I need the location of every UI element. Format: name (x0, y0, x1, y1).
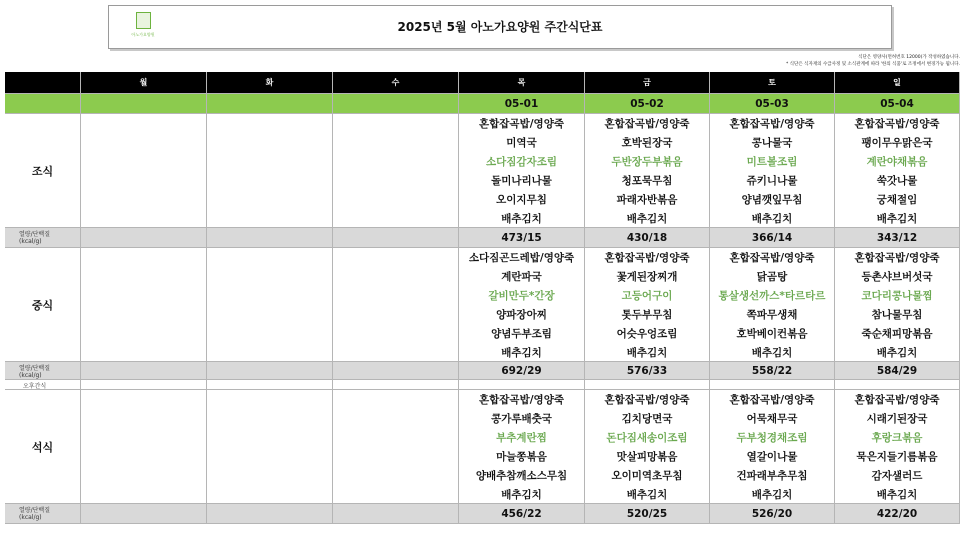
kcal-label-line: (kcal/g) (19, 238, 42, 245)
menu-item: 혼합잡곡밥/영양죽 (729, 252, 815, 264)
day-header: 화 (207, 72, 333, 94)
menu-item: 배추김치 (876, 489, 918, 501)
day-header: 일 (835, 72, 960, 94)
breakfast-kcal-value: 366/14 (710, 228, 835, 248)
snack-cell (81, 380, 207, 390)
menu-item: 열갈이나물 (746, 451, 798, 463)
corner-cell (5, 72, 81, 94)
lunch-kcal-value: 576/33 (585, 362, 710, 380)
dinner-kcal-value: 520/25 (585, 504, 710, 524)
lunch-menu-cell (333, 248, 459, 362)
day-header: 금 (585, 72, 710, 94)
breakfast-kcal-value (81, 228, 207, 248)
dinner-menu-cell (207, 390, 333, 504)
menu-item: 미트볼조림 (746, 156, 798, 168)
lunch-menu-cell (81, 248, 207, 362)
lunch-kcal-label (5, 362, 81, 380)
breakfast-kcal-value (207, 228, 333, 248)
snack-cell (710, 380, 835, 390)
snack-cell (207, 380, 333, 390)
snack-cell (585, 380, 710, 390)
menu-item: 배추김치 (876, 213, 918, 225)
breakfast-kcal-value: 430/18 (585, 228, 710, 248)
breakfast-kcal-value: 343/12 (835, 228, 960, 248)
menu-item: 혼합잡곡밥/영양죽 (604, 252, 690, 264)
lunch-kcal-value: 692/29 (459, 362, 585, 380)
menu-item: 배추김치 (751, 489, 793, 501)
dinner-menu-cell (710, 390, 835, 504)
menu-item: 쑥갓나물 (876, 175, 918, 187)
lunch-menu-cell (459, 248, 585, 362)
menu-item: 어묵채무국 (746, 413, 798, 425)
menu-item: 배추김치 (501, 213, 542, 225)
menu-item: 혼합잡곡밥/영양죽 (729, 394, 815, 406)
menu-item: 콩나물국 (751, 137, 793, 149)
day-header: 토 (710, 72, 835, 94)
lunch-kcal-value: 584/29 (835, 362, 960, 380)
date-header: 05-04 (835, 94, 960, 114)
menu-item: 배추김치 (876, 347, 918, 359)
date-header: 05-02 (585, 94, 710, 114)
menu-item: 혼합잡곡밥/영양죽 (604, 394, 690, 406)
menu-item: 두반장두부볶음 (611, 156, 683, 168)
menu-item: 혼합잡곡밥/영양죽 (479, 394, 564, 406)
menu-item: 마늘쫑볶음 (496, 451, 547, 463)
menu-item: 파래자반볶음 (616, 194, 678, 206)
dinner-kcal-value (333, 504, 459, 524)
notes (786, 54, 960, 68)
menu-item: 배추김치 (751, 347, 793, 359)
menu-item: 후랑크볶음 (871, 432, 923, 444)
date-header (207, 94, 333, 114)
note-1: 식단은 영양사(면허번호 12000)가 작성하였습니다. (858, 55, 960, 60)
menu-item: 미역국 (506, 137, 537, 149)
dinner-menu-cell (835, 390, 960, 504)
lunch-menu-cell (207, 248, 333, 362)
dinner-menu-cell (585, 390, 710, 504)
menu-item: 죽순채피망볶음 (861, 328, 933, 340)
date-header (81, 94, 207, 114)
menu-item: 팽이무우맑은국 (861, 137, 933, 149)
snack-cell (835, 380, 960, 390)
menu-item: 닭곰탕 (756, 271, 788, 283)
menu-item: 콩가루배춧국 (491, 413, 552, 425)
menu-table (5, 72, 960, 540)
menu-item: 호박베이컨볶음 (736, 328, 808, 340)
menu-item: 톳두부무침 (621, 309, 673, 321)
menu-item: 어슷우엉조림 (616, 328, 678, 340)
breakfast-menu-cell (81, 114, 207, 228)
dinner-kcal-value (81, 504, 207, 524)
menu-item: 호박된장국 (621, 137, 673, 149)
dinner-menu-cell (459, 390, 585, 504)
day-header: 월 (81, 72, 207, 94)
menu-item: 두부청경채조림 (736, 432, 808, 444)
dinner-kcal-value (207, 504, 333, 524)
date-corner-cell (5, 94, 81, 114)
menu-item: 쪽파무생채 (746, 309, 798, 321)
lunch-kcal-value (207, 362, 333, 380)
menu-item: 소다짐곤드레밥/영양죽 (468, 252, 575, 264)
breakfast-kcal-label (5, 228, 81, 248)
dinner-menu-cell (333, 390, 459, 504)
breakfast-menu-cell (459, 114, 585, 228)
snack-label: 오후간식 (5, 380, 81, 390)
date-header: 05-03 (710, 94, 835, 114)
menu-item: 건파래부추무침 (736, 470, 808, 482)
date-header: 05-01 (459, 94, 585, 114)
menu-item: 소다짐감자조림 (485, 156, 557, 168)
menu-item: 양념깻잎무침 (741, 194, 803, 206)
kcal-label-line: 열량/단백질 (19, 365, 51, 372)
breakfast-kcal-value (333, 228, 459, 248)
breakfast-menu-cell (333, 114, 459, 228)
menu-item: 오이미역초무침 (611, 470, 683, 482)
menu-item: 돌미나리나물 (491, 175, 552, 187)
menu-item: 참나물무침 (871, 309, 923, 321)
kcal-label-line: 열량/단백질 (19, 507, 51, 514)
menu-item: 묵은지들기름볶음 (856, 451, 938, 463)
snack-cell (333, 380, 459, 390)
kcal-label-line: 열량/단백질 (19, 231, 51, 238)
menu-item: 계란파국 (501, 271, 542, 283)
lunch-menu-cell (585, 248, 710, 362)
menu-item: 혼합잡곡밥/영양죽 (854, 394, 940, 406)
menu-item: 배추김치 (501, 347, 542, 359)
menu-item: 꽃게된장찌개 (616, 271, 678, 283)
snack-cell (459, 380, 585, 390)
menu-item: 배추김치 (626, 213, 668, 225)
kcal-label-line: (kcal/g) (19, 514, 42, 521)
day-header: 목 (459, 72, 585, 94)
menu-item: 혼합잡곡밥/영양죽 (854, 118, 940, 130)
menu-item: 양념두부조림 (491, 328, 552, 340)
menu-item: 양파장아찌 (496, 309, 547, 321)
menu-item: 배추김치 (626, 347, 668, 359)
breakfast-menu-cell (835, 114, 960, 228)
menu-item: 등촌샤브버섯국 (861, 271, 933, 283)
dinner-kcal-value: 526/20 (710, 504, 835, 524)
menu-item: 양배추참깨소스무침 (475, 470, 568, 482)
menu-item: 혼합잡곡밥/영양죽 (854, 252, 940, 264)
menu-item: 쥬키니나물 (746, 175, 798, 187)
menu-item: 배추김치 (501, 489, 542, 501)
menu-item: 오이지무침 (496, 194, 547, 206)
menu-item: 궁채절임 (876, 194, 918, 206)
menu-item: 청포묵무침 (621, 175, 673, 187)
menu-item: 김치당면국 (621, 413, 673, 425)
dinner-label: 석식 (5, 390, 81, 504)
menu-item: 계란야채볶음 (866, 156, 928, 168)
lunch-kcal-value (333, 362, 459, 380)
menu-item: 부추계란찜 (496, 432, 547, 444)
menu-item: 혼합잡곡밥/영양죽 (604, 118, 690, 130)
menu-item: 혼합잡곡밥/영양죽 (479, 118, 564, 130)
logo-text: 아노가요양원 (131, 32, 155, 37)
dinner-kcal-label (5, 504, 81, 524)
note-2: * 식단은 식자재의 수급사정 및 소식관계에 따라 '한의 식품'로 조정에서 변경가능 됩니다. (785, 62, 960, 67)
menu-item: 돈다짐새송이조림 (606, 432, 688, 444)
lunch-label: 중식 (5, 248, 81, 362)
breakfast-label: 조식 (5, 114, 81, 228)
menu-item: 배추김치 (751, 213, 793, 225)
menu-item: 맛살피망볶음 (616, 451, 678, 463)
date-header (333, 94, 459, 114)
lunch-kcal-value: 558/22 (710, 362, 835, 380)
dinner-kcal-value: 456/22 (459, 504, 585, 524)
lunch-kcal-value (81, 362, 207, 380)
lunch-menu-cell (835, 248, 960, 362)
menu-item: 배추김치 (626, 489, 668, 501)
breakfast-menu-cell (710, 114, 835, 228)
kcal-label-line: (kcal/g) (19, 372, 42, 379)
menu-item: 시래기된장국 (866, 413, 928, 425)
day-header: 수 (333, 72, 459, 94)
menu-item: 감자샐러드 (871, 470, 923, 482)
menu-item: 갈비만두*간장 (488, 290, 555, 302)
menu-item: 코다리콩나물찜 (861, 290, 933, 302)
dinner-kcal-value: 422/20 (835, 504, 960, 524)
dinner-menu-cell (81, 390, 207, 504)
breakfast-kcal-value: 473/15 (459, 228, 585, 248)
menu-item: 혼합잡곡밥/영양죽 (729, 118, 815, 130)
lunch-menu-cell (710, 248, 835, 362)
menu-item: 통살생선까스*타르타르 (718, 290, 826, 302)
menu-item: 고등어구이 (621, 290, 673, 302)
page-title: 2025년 5월 아노가요양원 주간식단표 (397, 20, 603, 34)
breakfast-menu-cell (585, 114, 710, 228)
breakfast-menu-cell (207, 114, 333, 228)
title-box (108, 5, 892, 49)
